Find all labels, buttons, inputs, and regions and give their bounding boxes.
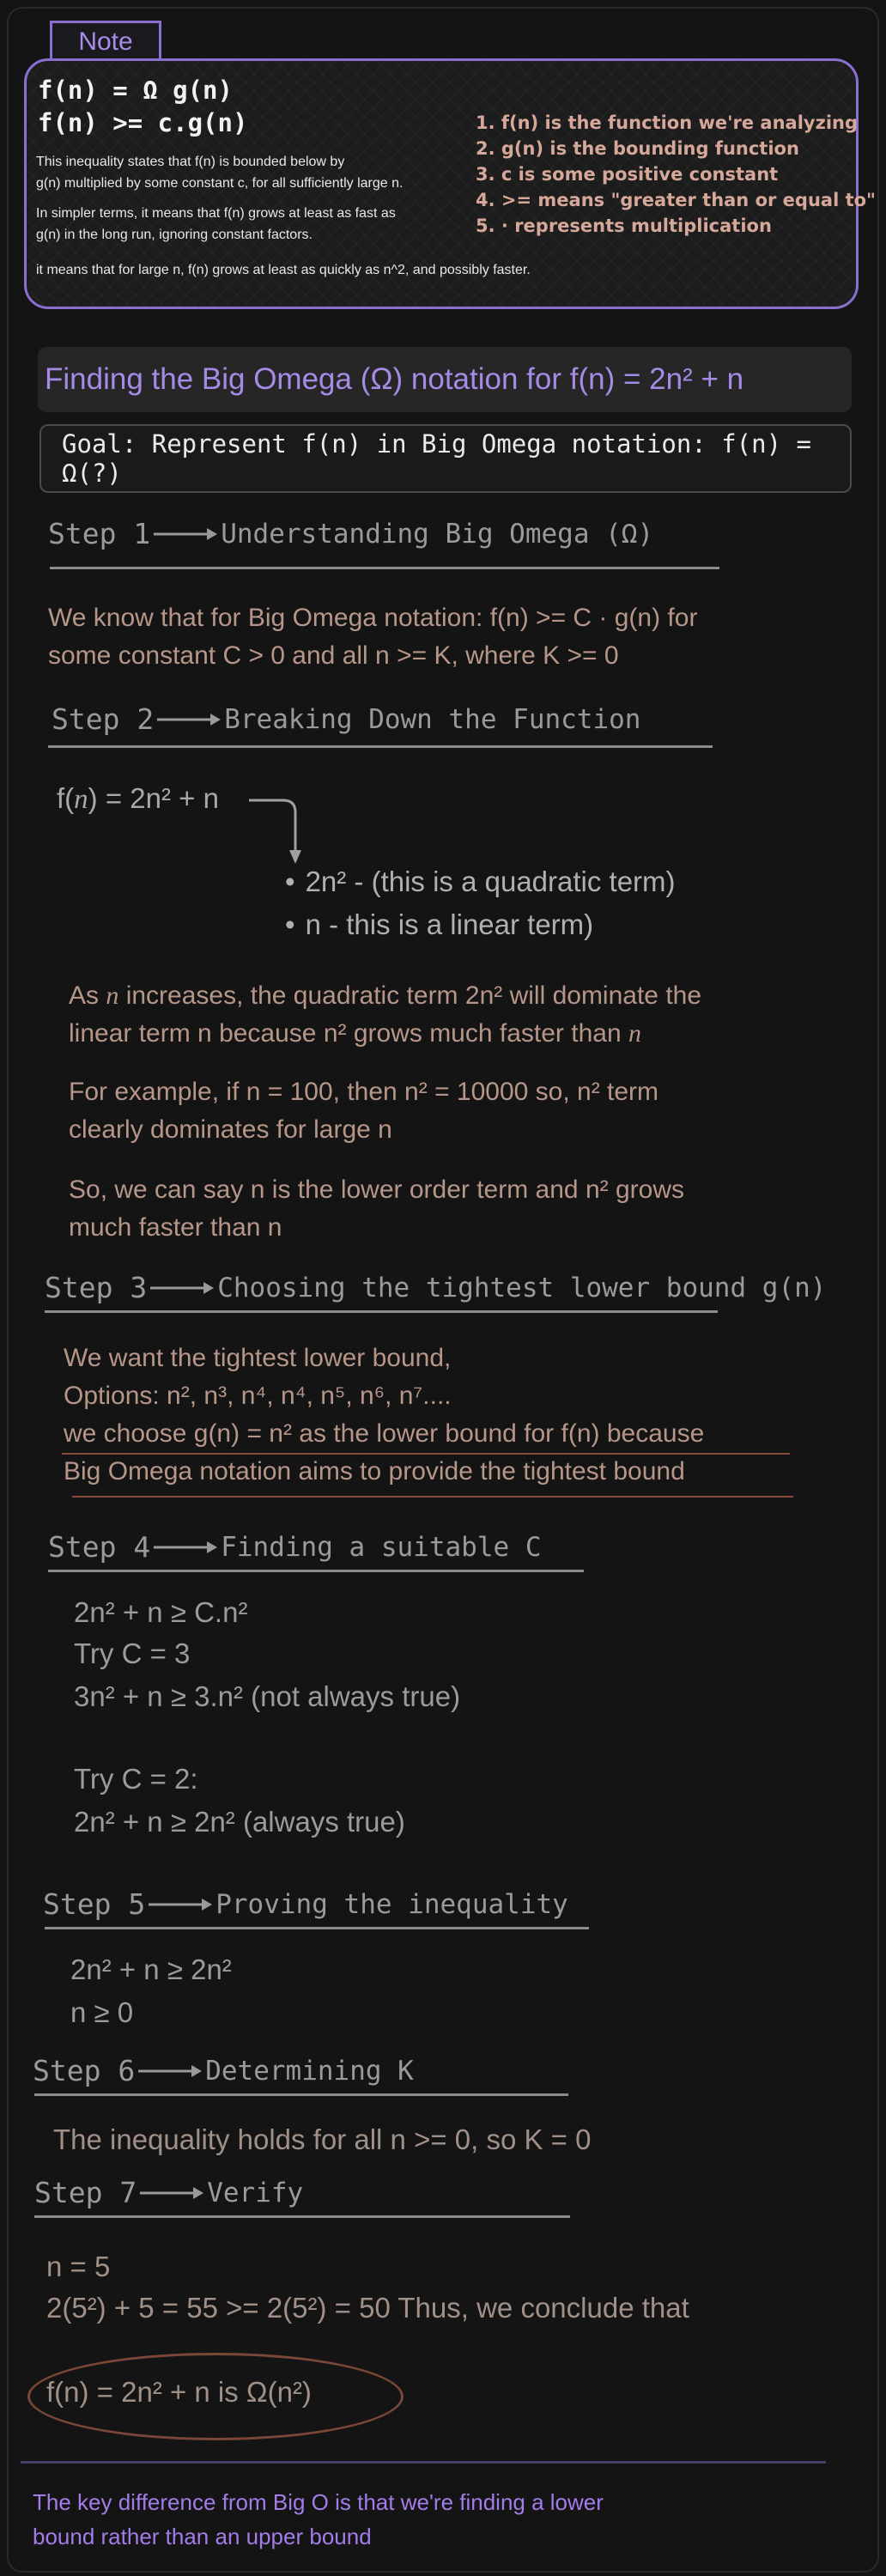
note-tab: Note — [50, 21, 161, 61]
step-2-paragraph-3: So, we can say n is the lower order term and n² grows much faster than n — [69, 1176, 684, 1242]
legend-item: 2. g(n) is the bounding function — [476, 138, 799, 159]
term-list — [285, 860, 676, 946]
highlight-underline — [62, 1453, 790, 1455]
list-item: • 2n² - (this is a quadratic term) — [285, 860, 676, 903]
note-explain-1: This inequality states that f(n) is bounded below by g(n) multiplied by some constant c, for all sufficiently large n. — [36, 155, 404, 191]
step-label: Step 4 — [48, 1530, 151, 1564]
arrow-right-icon — [138, 2183, 205, 2203]
step-7-heading — [34, 2176, 303, 2209]
note-explain-3: it means that for large n, f(n) grows at least as quickly as n^2, and possibly faster. — [36, 263, 531, 277]
step-4-line-4: Try C = 2: — [74, 1763, 198, 1795]
arrow-right-icon — [155, 709, 222, 730]
footer-divider — [21, 2461, 826, 2464]
step-title: Verify — [207, 2177, 304, 2208]
step-2-underline — [48, 745, 713, 748]
legend-item: 3. c is some positive constant — [476, 164, 779, 185]
page-title: Finding the Big Omega (Ω) notation for f(n) = 2n² + n — [38, 347, 852, 412]
step-7-line-1: n = 5 — [46, 2251, 111, 2282]
step-title: Proving the inequality — [215, 1888, 568, 1920]
step-6-text: The inequality holds for all n >= 0, so K = 0 — [53, 2123, 592, 2155]
step-label: Step 6 — [33, 2054, 136, 2087]
step-7-line-2: 2(5²) + 5 = 55 >= 2(5²) = 50 Thus, we conclude that — [46, 2292, 689, 2324]
step-3-text: We want the tightest lower bound, Options: n², n³, n⁴, n⁴, n⁵, n⁶, n⁷.... we choose g(n) = n² as the lower bound for f(n) because Big Omega notation aims to provide the tightest bound — [64, 1344, 705, 1485]
arrow-right-icon — [149, 1278, 215, 1298]
note-formula-inequality: f(n) >= c.g(n) — [38, 108, 248, 137]
step-5-line-2: n ≥ 0 — [70, 1996, 134, 2028]
step-4-line-2: Try C = 3 — [74, 1637, 191, 1669]
arrow-right-icon — [147, 1894, 214, 1915]
arrow-right-icon — [137, 2061, 203, 2081]
highlight-underline — [72, 1496, 793, 1498]
step-label: Step 3 — [45, 1271, 148, 1304]
note-legend — [476, 110, 876, 239]
step-5-heading — [43, 1887, 568, 1921]
step-2-paragraph-1: As n increases, the quadratic term 2n² will dominate the linear term n because n² grows much faster than n — [69, 981, 702, 1048]
step-3-heading — [45, 1271, 826, 1304]
step-title: Determining K — [205, 2055, 414, 2087]
goal-box: Goal: Represent f(n) in Big Omega notation: f(n) = Ω(?) — [39, 424, 852, 493]
step-6-underline — [34, 2093, 568, 2096]
function-definition: f(n) = 2n² + n — [57, 782, 219, 815]
step-label: Step 2 — [52, 702, 155, 736]
step-title: Choosing the tightest lower bound g(n) — [217, 1272, 827, 1303]
step-4-heading — [48, 1530, 542, 1564]
legend-item: 1. f(n) is the function we're analyzing — [476, 112, 859, 133]
step-title: Understanding Big Omega (Ω) — [221, 518, 654, 550]
step-1-text: We know that for Big Omega notation: f(n) >= C · g(n) for some constant C > 0 and all n >= K, where K >= 0 — [48, 604, 698, 670]
step-4-line-1: 2n² + n ≥ C.n² — [74, 1596, 248, 1628]
conclusion-text: f(n) = 2n² + n is Ω(n²) — [46, 2376, 312, 2408]
step-title: Finding a suitable C — [221, 1531, 542, 1563]
step-5-underline — [45, 1927, 589, 1929]
footer-note: The key difference from Big O is that we're finding a lower bound rather than an upper bound — [33, 2489, 604, 2549]
step-5-line-1: 2n² + n ≥ 2n² — [70, 1953, 232, 1985]
step-3-underline — [45, 1310, 718, 1313]
list-item: • n - this is a linear term) — [285, 903, 676, 946]
step-7-underline — [34, 2215, 570, 2218]
arrow-right-icon — [152, 1537, 219, 1558]
arrow-right-icon — [152, 524, 219, 544]
legend-item: 5. · represents multiplication — [476, 216, 772, 236]
step-4-underline — [48, 1570, 584, 1572]
note-formula-omega: f(n) = Ω g(n) — [38, 76, 233, 105]
step-4-line-5: 2n² + n ≥ 2n² (always true) — [74, 1806, 405, 1838]
step-label: Step 7 — [34, 2176, 137, 2209]
step-1-underline — [50, 567, 719, 569]
step-4-line-3: 3n² + n ≥ 3.n² (not always true) — [74, 1680, 461, 1712]
step-1-heading — [48, 517, 653, 550]
note-explain-2: In simpler terms, it means that f(n) grows at least as fast as g(n) in the long run, ignoring constant factors. — [36, 206, 396, 242]
step-2-heading — [52, 702, 640, 736]
step-label: Step 5 — [43, 1887, 146, 1921]
legend-item: 4. >= means "greater than or equal to" — [476, 190, 876, 210]
step-label: Step 1 — [48, 517, 151, 550]
step-title: Breaking Down the Function — [224, 703, 641, 735]
step-2-paragraph-2: For example, if n = 100, then n² = 10000 so, n² term clearly dominates for large n — [69, 1078, 659, 1144]
step-6-heading — [33, 2054, 414, 2087]
